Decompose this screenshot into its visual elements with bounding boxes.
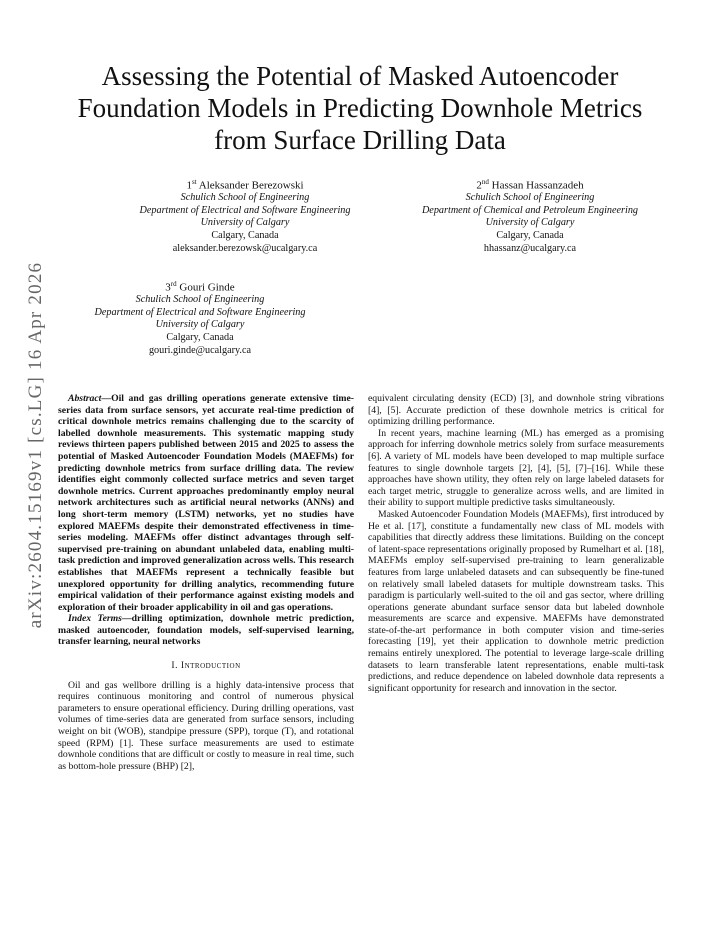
author-name: 2nd Hassan Hassanzadeh [476,178,584,192]
author-location: Calgary, Canada [496,230,564,242]
author-block [40,278,360,357]
abstract-text: —Oil and gas drilling operations generate extensive time-series data from surface sensors, yet accurate real-time prediction of critical downhole metrics remains challenging due to the scarcity of labelled downhole measurements. This systematic mapping study reviews thirteen papers published between 2015 and 2025 to assess the potential of Masked Autoencoder Foundation Models (MAEFMs) for predicting downhole metrics from surface drilling data. The review identifies eight commonly collected surface metrics and seven target downhole metrics. Current approaches predominantly employ neural network architectures such as artificial neural networks (ANNs) and long short-term memory (LSTM) networks, yet no studies have explored MAEFMs despite their demonstrated effectiveness in time-series modeling. MAEFMs offer distinct advantages through self-supervised pre-training on abundant unlabeled data, enabling multi-task prediction and improved generalization across wells. This research establishes that MAEFMs represent a technically feasible but unexplored opportunity for drilling analytics, recommending future empirical validation of their performance against existing models and exploration of their broader applicability in oil and gas operations. [58,393,354,613]
section-heading: I. Introduction [171,660,241,672]
right-column [368,393,664,694]
index-label: Index Terms [68,613,122,625]
index-terms [58,613,354,648]
intro-paragraph: Masked Autoencoder Foundation Models (MAEFMs), first introduced by He et al. [17], constitute a fundamentally new class of ML models with capabilities that directly address these limitations. Building on the concept of latent-space representations originally proposed by Rumelhart et al. [18], MAEFMs employ self-supervised pre-training to learn generalizable features from large unlabeled datasets and can subsequently be fine-tuned on relatively small labeled datasets for multiple downstream tasks. This paradigm is particularly well-suited to the oil and gas sector, where drilling operations generate abundant surface sensor data but labeled downhole measurements are scarce and expensive. MAEFMs have demonstrated state-of-the-art performance in both computer vision and time-series forecasting [19], yet their application to downhole metric prediction remains entirely unexplored. The potential to leverage large-scale drilling datasets to learn transferable latent representations, enable multi-task predictions, and reduce dependence on labeled downhole data represents a significant opportunity for research and innovation in the sector. [368,508,664,694]
author-email[interactable]: gouri.ginde@ucalgary.ca [148,344,252,356]
author-dept: Department of Chemical and Petroleum Engineering [421,204,639,216]
intro-paragraph: In recent years, machine learning (ML) has emerged as a promising approach for inferring downhole metrics solely from surface measurements [6]. A variety of ML models have been developed to map multiple surface features to single downhole targets [2], [4], [5], [7]–[16]. While these approaches have shown utility, they often rely on large labeled datasets for each target metric, struggle to generalize across wells, and are limited in their ability to support multiple predictive tasks simultaneously. [368,427,664,509]
author-block [360,176,700,255]
author-location: Calgary, Canada [166,332,234,344]
author-univ: University of Calgary [485,217,575,229]
author-name: 1st Aleksander Berezowski [186,178,304,192]
paper-title [40,60,680,156]
author-dept: Department of Electrical and Software Engineering [139,204,351,216]
title-line: Foundation Models in Predicting Downhole Metrics [77,93,643,123]
intro-paragraph: Oil and gas wellbore drilling is a highly data-intensive process that requires continuous monitoring and control of numerous physical parameters to ensure operational efficiency. During drilling operations, vast volumes of time-series data are generated from surface sensors, including weight on bit (WOB), standpipe pressure (SPP), torque (T), and rotational speed (RPM) [1]. These surface measurements are used to estimate downhole conditions that are difficult or costly to measure in real time, such as bottom-hole pressure (BHP) [2], [58,679,354,772]
author-email[interactable]: hhassanz@ucalgary.ca [483,242,577,254]
title-line: Assessing the Potential of Masked Autoencoder [101,61,619,91]
author-dept: Department of Electrical and Software Engineering [94,306,306,318]
author-school: Schulich School of Engineering [465,192,595,204]
left-column [58,393,354,772]
arxiv-stamp: arXiv:2604.15169v1 [cs.LG] 16 Apr 2026 [25,261,46,629]
author-email[interactable]: aleksander.berezowsk@ucalgary.ca [172,242,318,254]
author-school: Schulich School of Engineering [180,192,310,204]
abstract-label: Abstract [68,393,102,404]
title-line: from Surface Drilling Data [214,125,506,155]
intro-paragraph: equivalent circulating density (ECD) [3], and downhole string vibrations [4], [5]. Accurate prediction of these downhole metrics is critical for optimizing drilling performance. [368,393,664,428]
index-text: —drilling optimization, downhole metric prediction, masked autoencoder, foundation models, self-supervised learning, transfer learning, neural networks [58,613,354,648]
author-name: 3rd Gouri Ginde [165,280,235,294]
author-school: Schulich School of Engineering [135,294,265,306]
author-univ: University of Calgary [155,319,245,331]
author-location: Calgary, Canada [211,230,279,242]
abstract [58,393,354,613]
author-univ: University of Calgary [200,217,290,229]
